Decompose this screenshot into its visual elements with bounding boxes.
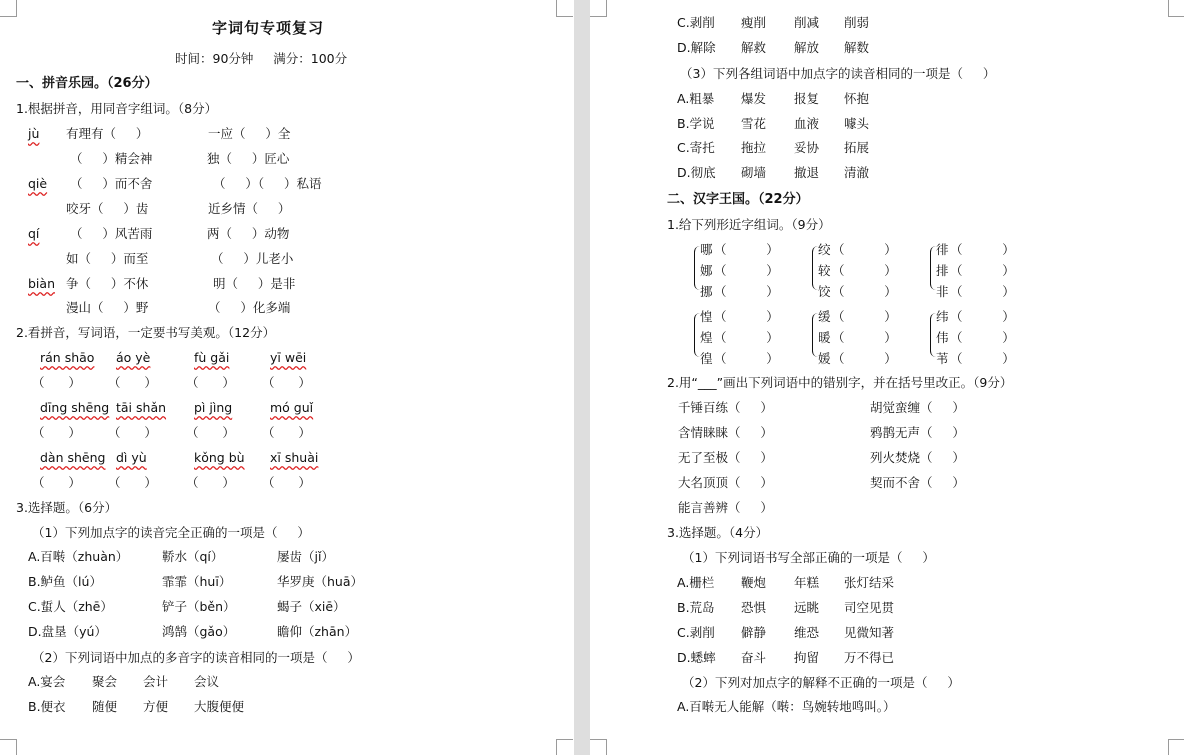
choice-option: 怀抱 [844, 91, 870, 106]
choice-option: 解放 [794, 40, 820, 55]
correction-item: 大名顶顶（ ） [678, 475, 773, 490]
choice-option: 噱头 [844, 116, 870, 131]
correction-item: 含情睐睐（ ） [678, 425, 773, 440]
answer-blank: （ ） [262, 475, 311, 490]
answer-blank: （ ） [832, 263, 897, 278]
fill-item: 独（ ）匠心 [207, 151, 290, 166]
pinyin-label: kǒng bù [194, 450, 245, 465]
group-char: 徘 [936, 242, 949, 257]
fill-item: 明（ ）是非 [213, 276, 296, 291]
crop-mark [1168, 739, 1184, 755]
choice-option: 鸿鹄（gǎo） [162, 624, 236, 639]
fill-item: （ ）化多端 [208, 300, 291, 315]
choice-option: A.宴会 [28, 674, 66, 689]
answer-blank: （ ） [950, 263, 1015, 278]
crop-mark [1168, 0, 1184, 17]
group-char: 纬 [936, 309, 949, 324]
choice-option: 妥协 [794, 140, 820, 155]
question-text: （1）下列加点字的读音完全正确的一项是（ ） [32, 525, 310, 540]
answer-blank: （ ） [950, 351, 1015, 366]
choice-option: 鞒水（qí） [162, 549, 224, 564]
pinyin-label: pì jìng [194, 400, 233, 415]
choice-option: 司空见贯 [844, 600, 895, 615]
question-heading: 3.选择题。（6分） [16, 500, 118, 515]
question-heading: 2.看拼音，写词语，一定要书写美观。（12分） [16, 325, 276, 340]
question-text: （2）下列词语中加点的多音字的读音相同的一项是（ ） [32, 650, 360, 665]
choice-option: A.百啭无人能解（啭：鸟婉转地鸣叫。） [677, 699, 896, 714]
choice-option: 会计 [143, 674, 169, 689]
choice-option: 砌墙 [741, 165, 767, 180]
choice-option: 屡齿（jǐ） [277, 549, 334, 564]
question-text: （2）下列对加点字的解释不正确的一项是（ ） [682, 675, 960, 690]
group-char: 饺 [818, 284, 831, 299]
choice-option: 僻静 [741, 625, 767, 640]
pinyin-label: dì yù [116, 450, 147, 465]
choice-option: D.彻底 [677, 165, 716, 180]
group-char: 哪 [700, 242, 713, 257]
crop-mark [590, 0, 607, 17]
choice-option: C.剥削 [677, 15, 715, 30]
group-char: 排 [936, 263, 949, 278]
correction-item: 千锤百练（ ） [678, 400, 773, 415]
fill-item: 如（ ）而至 [66, 251, 149, 266]
answer-blank: （ ） [832, 330, 897, 345]
choice-option: 拖拉 [741, 140, 767, 155]
choice-option: 拓展 [844, 140, 870, 155]
choice-option: 见微知著 [844, 625, 895, 640]
answer-blank: （ ） [186, 425, 235, 440]
answer-blank: （ ） [714, 309, 779, 324]
page-left [0, 0, 574, 755]
pinyin-label: áo yè [116, 350, 151, 365]
question-heading: 3.选择题。（4分） [667, 525, 769, 540]
choice-option: 瞻仰（zhān） [277, 624, 358, 639]
fill-item: （ ）风苦雨 [70, 226, 153, 241]
group-char: 媛 [818, 351, 831, 366]
choice-option: A.栅栏 [677, 575, 715, 590]
pinyin-label: rán shāo [40, 350, 95, 365]
group-char: 娜 [700, 263, 713, 278]
group-char: 挪 [700, 284, 713, 299]
choice-option: 拘留 [794, 650, 820, 665]
choice-option: B.荒岛 [677, 600, 715, 615]
fill-item: （ ）精会神 [70, 151, 153, 166]
pinyin-label: xī shuài [270, 450, 319, 465]
choice-option: 聚会 [92, 674, 118, 689]
fill-item: 一应（ ）全 [208, 126, 291, 141]
group-char: 惶 [700, 309, 713, 324]
answer-blank: （ ） [832, 351, 897, 366]
answer-blank: （ ） [714, 242, 779, 257]
choice-option: 随便 [92, 699, 118, 714]
answer-blank: （ ） [32, 425, 81, 440]
crop-mark [556, 0, 573, 17]
choice-option: 撤退 [794, 165, 820, 180]
choice-option: 张灯结采 [844, 575, 895, 590]
choice-option: 雪花 [741, 116, 767, 131]
pinyin-label: qiè [28, 176, 48, 191]
crop-mark [556, 739, 573, 755]
fill-item: 两（ ）动物 [207, 226, 290, 241]
page-title: 字词句专项复习 [212, 19, 325, 37]
choice-option: 华罗庚（huā） [277, 574, 364, 589]
pinyin-label: biàn [28, 276, 55, 291]
group-char: 非 [936, 284, 949, 299]
group-char: 伟 [936, 330, 949, 345]
answer-blank: （ ） [32, 375, 81, 390]
pinyin-label: dàn shēng [40, 450, 106, 465]
page-right [590, 0, 1184, 755]
group-char: 煌 [700, 330, 713, 345]
group-char: 徨 [700, 351, 713, 366]
fill-item: 咬牙（ ）齿 [66, 201, 149, 216]
choice-option: C.剥削 [677, 625, 715, 640]
crop-mark [590, 739, 607, 755]
choice-option: 大腹便便 [194, 699, 245, 714]
choice-option: 鞭炮 [741, 575, 767, 590]
choice-option: 远眺 [794, 600, 820, 615]
choice-option: 蝎子（xiē） [277, 599, 346, 614]
answer-blank: （ ） [714, 351, 779, 366]
answer-blank: （ ） [832, 242, 897, 257]
choice-option: 解数 [844, 40, 870, 55]
choice-option: A.粗暴 [677, 91, 715, 106]
answer-blank: （ ） [950, 284, 1015, 299]
pinyin-label: jù [28, 126, 40, 141]
choice-option: B.学说 [677, 116, 715, 131]
fill-item: （ ）儿老小 [211, 251, 294, 266]
question-heading: 1.给下列形近字组词。（9分） [667, 217, 831, 232]
exam-info: 时间：90分钟 满分：100分 [175, 51, 348, 66]
choice-option: 报复 [794, 91, 820, 106]
choice-option: 恐惧 [741, 600, 767, 615]
choice-option: D.蟋蟀 [677, 650, 716, 665]
choice-option: 会议 [194, 674, 220, 689]
choice-option: 解救 [741, 40, 767, 55]
answer-blank: （ ） [108, 425, 157, 440]
answer-blank: （ ） [262, 375, 311, 390]
page-gutter [574, 0, 590, 755]
section-heading: 二、汉字王国。（22分） [667, 192, 809, 207]
answer-blank: （ ） [832, 309, 897, 324]
crop-mark [0, 0, 17, 17]
group-char: 暖 [818, 330, 831, 345]
choice-option: 削弱 [844, 15, 870, 30]
choice-option: 年糕 [794, 575, 820, 590]
question-heading: 2.用“___”画出下列词语中的错别字，并在括号里改正。（9分） [667, 375, 1013, 390]
answer-blank: （ ） [108, 475, 157, 490]
question-text: （1）下列词语书写全部正确的一项是（ ） [682, 550, 935, 565]
choice-option: 奋斗 [741, 650, 767, 665]
answer-blank: （ ） [186, 475, 235, 490]
pinyin-label: qí [28, 226, 40, 241]
choice-option: A.百啭（zhuàn） [28, 549, 129, 564]
correction-item: 能言善辨（ ） [678, 500, 773, 515]
answer-blank: （ ） [950, 242, 1015, 257]
correction-item: 鸦鹊无声（ ） [870, 425, 965, 440]
answer-blank: （ ） [714, 263, 779, 278]
choice-option: B.鲈鱼（lú） [28, 574, 102, 589]
answer-blank: （ ） [950, 309, 1015, 324]
fill-item: 近乡情（ ） [208, 201, 291, 216]
choice-option: 血液 [794, 116, 820, 131]
choice-option: 瘦削 [741, 15, 767, 30]
group-char: 较 [818, 263, 831, 278]
choice-option: 铲子（běn） [162, 599, 236, 614]
fill-item: 争（ ）不休 [66, 276, 149, 291]
choice-option: 方便 [143, 699, 169, 714]
answer-blank: （ ） [714, 330, 779, 345]
group-char: 苇 [936, 351, 949, 366]
question-text: （3）下列各组词语中加点字的读音相同的一项是（ ） [680, 66, 996, 81]
question-heading: 1.根据拼音，用同音字组词。（8分） [16, 101, 218, 116]
choice-option: C.寄托 [677, 140, 715, 155]
fill-item: （ ）而不舍 [70, 176, 153, 191]
group-char: 缓 [818, 309, 831, 324]
answer-blank: （ ） [32, 475, 81, 490]
answer-blank: （ ） [950, 330, 1015, 345]
pinyin-label: fù gǎi [194, 350, 230, 365]
correction-item: 列火焚烧（ ） [870, 450, 965, 465]
choice-option: C.蜇人（zhē） [28, 599, 113, 614]
correction-item: 无了至极（ ） [678, 450, 773, 465]
section-heading: 一、拼音乐园。（26分） [16, 76, 158, 91]
answer-blank: （ ） [714, 284, 779, 299]
pinyin-label: tāi shǎn [116, 400, 167, 415]
fill-item: 漫山（ ）野 [66, 300, 149, 315]
pinyin-label: dīng shēng [40, 400, 110, 415]
choice-option: 维恐 [794, 625, 820, 640]
fill-item: 有理有（ ） [66, 126, 149, 141]
fill-item: （ ）（ ）私语 [213, 176, 322, 191]
answer-blank: （ ） [108, 375, 157, 390]
crop-mark [0, 739, 17, 755]
group-char: 绞 [818, 242, 831, 257]
answer-blank: （ ） [832, 284, 897, 299]
choice-option: 削减 [794, 15, 820, 30]
pinyin-label: yī wēi [270, 350, 307, 365]
pinyin-label: mó guǐ [270, 400, 314, 415]
choice-option: 清澈 [844, 165, 870, 180]
choice-option: 霏霏（huī） [162, 574, 232, 589]
answer-blank: （ ） [262, 425, 311, 440]
answer-blank: （ ） [186, 375, 235, 390]
correction-item: 契而不舍（ ） [870, 475, 965, 490]
choice-option: 爆发 [741, 91, 767, 106]
choice-option: D.解除 [677, 40, 716, 55]
choice-option: 万不得已 [844, 650, 895, 665]
choice-option: D.盘垦（yú） [28, 624, 107, 639]
choice-option: B.便衣 [28, 699, 66, 714]
correction-item: 胡觉蛮缠（ ） [870, 400, 965, 415]
